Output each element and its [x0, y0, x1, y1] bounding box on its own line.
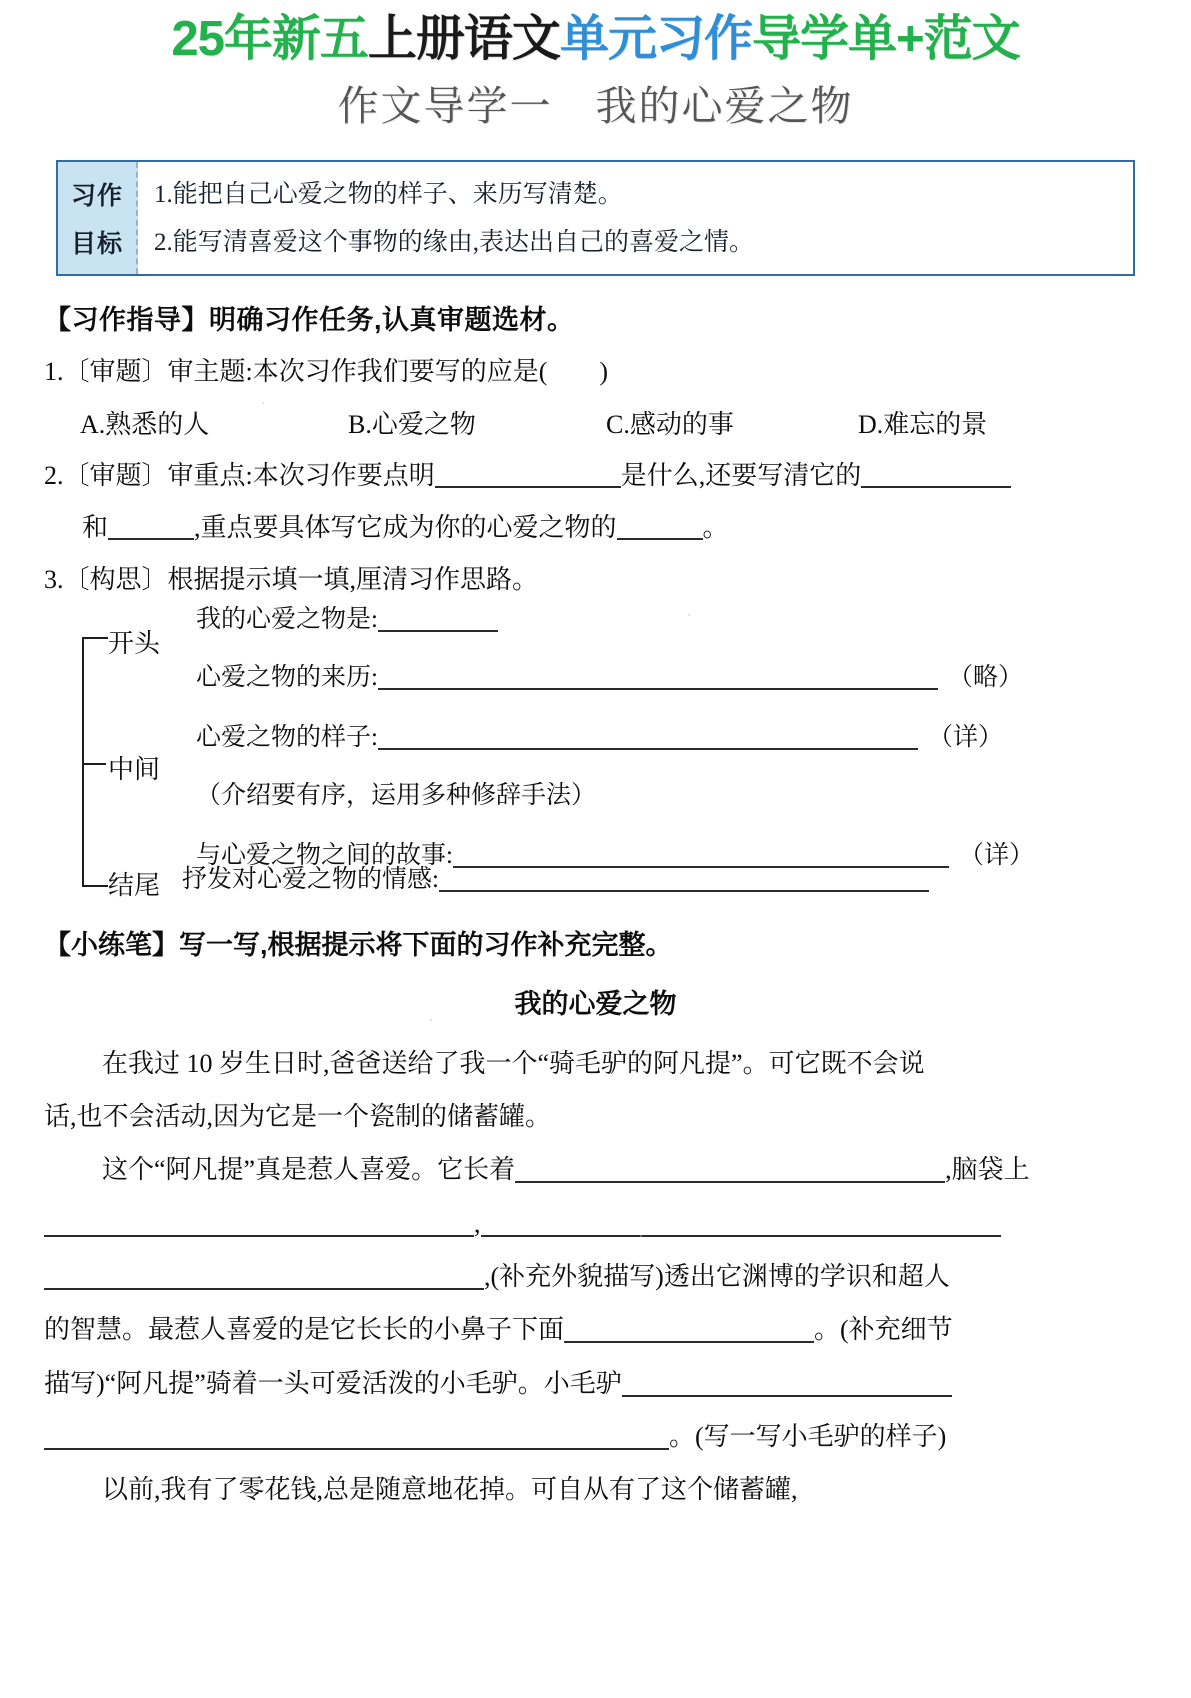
essay-p2-l1-text-b: ,脑袋上 — [945, 1155, 1030, 1185]
question-2-text-d: ,重点要具体写它成为你的心爱之物的 — [194, 512, 617, 542]
choice-d[interactable]: D.难忘的景 — [858, 409, 988, 439]
outline-node-middle: 中间 — [108, 754, 161, 784]
choice-c[interactable]: C.感动的事 — [606, 409, 734, 439]
outline-row-4 — [196, 781, 596, 811]
essay-p2-l4-text-a: 的智慧。最惹人喜爱的是它长长的小鼻子下面 — [44, 1315, 565, 1345]
question-2-text-c: 和 — [82, 512, 109, 542]
objective-label-top: 习作 — [70, 182, 123, 211]
essay-blank-4[interactable] — [44, 1288, 484, 1290]
exercise-heading: 【小练笔】写一写,根据提示将下面的习作补充完整。 — [44, 929, 673, 960]
essay-paragraph-2-line-2 — [44, 1197, 1147, 1250]
outline-row-4-label: （介绍要有序，运用多种修辞手法） — [196, 781, 597, 809]
choice-b[interactable]: B.心爱之物 — [348, 409, 476, 439]
essay-blank-2[interactable] — [44, 1235, 474, 1237]
scan-speck — [640, 1235, 642, 1237]
essay-blank-7[interactable] — [44, 1448, 669, 1450]
choice-a[interactable]: A.熟悉的人 — [80, 409, 210, 439]
essay-paragraph-2-line-4 — [44, 1303, 1147, 1356]
banner-segment-1: 25年新五 — [171, 12, 368, 66]
question-2-blank-4[interactable] — [617, 538, 703, 540]
banner-segment-2: 上册语文 — [367, 12, 560, 66]
outline-row-2-blank[interactable] — [378, 688, 938, 690]
question-1-choices — [80, 404, 1147, 441]
question-2-line-1 — [44, 458, 1147, 493]
question-1: 1.〔审题〕审主题:本次习作我们要写的应是( ) — [44, 357, 609, 387]
essay-paragraph-3-line-1 — [44, 1463, 1147, 1516]
question-2-blank-1[interactable] — [435, 486, 621, 488]
question-2-line-2 — [82, 510, 1147, 545]
outline-row-3-label: 心爱之物的样子: — [196, 723, 378, 751]
outline-brace-middle-tick — [82, 763, 106, 765]
outline-row-2 — [196, 663, 1023, 693]
essay-blank-1[interactable] — [515, 1181, 945, 1183]
essay-paragraph-2-line-5 — [44, 1357, 1147, 1410]
outline-node-end: 结尾 — [108, 870, 161, 900]
outline-row-1-blank[interactable] — [378, 630, 498, 632]
outline-row-3 — [196, 723, 1003, 753]
question-2-blank-3[interactable] — [108, 538, 194, 540]
outline-row-2-label: 心爱之物的来历: — [196, 663, 378, 691]
objective-item-2: 2.能写清喜爱这个事物的缘由,表达出自己的喜爱之情。 — [154, 228, 755, 256]
outline-row-5-note: （详） — [958, 841, 1034, 869]
question-2-blank-2[interactable] — [861, 486, 1011, 488]
worksheet-page — [0, 14, 1191, 1698]
outline-row-1-label: 我的心爱之物是: — [196, 605, 378, 633]
outline-row-1 — [196, 605, 498, 635]
essay-p2-l4-text-b: 。(补充细节 — [814, 1315, 953, 1345]
essay-blank-3[interactable] — [481, 1235, 1001, 1237]
question-2-text-e: 。 — [702, 512, 729, 542]
essay-paragraph-1-line-2 — [44, 1090, 1147, 1143]
scan-speck — [430, 1019, 432, 1021]
essay-p1-l1-text: 在我过 10 岁生日时,爸爸送给了我一个“骑毛驴的阿凡提”。可它既不会说 — [102, 1048, 925, 1078]
outline-row-6-blank[interactable] — [439, 890, 929, 892]
essay-p2-l1-text-a: 这个“阿凡提”真是惹人喜爱。它长着 — [102, 1155, 516, 1185]
objective-box — [56, 160, 1135, 276]
objective-item-1: 1.能把自己心爱之物的样子、来历写清楚。 — [154, 180, 623, 208]
essay-p1-l2-text: 话,也不会活动,因为它是一个瓷制的储蓄罐。 — [44, 1102, 552, 1132]
question-3: 3.〔构思〕根据提示填一填,厘清习作思路。 — [44, 564, 539, 594]
question-2-text-a: 2.〔审题〕审重点:本次习作要点明 — [44, 460, 435, 490]
essay-blank-5[interactable] — [564, 1341, 814, 1343]
essay-paragraph-2-line-1 — [44, 1143, 1147, 1196]
outline-node-start: 开头 — [108, 628, 161, 658]
banner-segment-3: 单元习作 — [559, 12, 752, 66]
banner-segment-4: 导学单+范文 — [751, 12, 1020, 66]
outline-row-6 — [182, 865, 929, 895]
essay-body — [44, 1037, 1147, 1517]
essay-p2-l6-text: 。(写一写小毛驴的样子) — [669, 1421, 947, 1451]
objective-label-column — [58, 162, 138, 274]
essay-paragraph-2-line-6 — [44, 1410, 1147, 1463]
essay-p3-l1-text: 以前,我有了零花钱,总是随意地花掉。可自从有了这个储蓄罐, — [102, 1475, 798, 1505]
outline-row-3-note: （详） — [927, 723, 1003, 751]
outline-row-2-note: （略） — [947, 663, 1023, 691]
essay-paragraph-1-line-1 — [44, 1037, 1147, 1090]
question-2-text-b: 是什么,还要写清它的 — [620, 460, 862, 490]
essay-p2-l2-text: , — [474, 1208, 481, 1238]
scan-speck — [688, 614, 690, 616]
objective-items — [138, 162, 1133, 274]
scan-speck — [262, 402, 264, 404]
outline-brace — [82, 637, 108, 887]
objective-label-bottom: 目标 — [70, 230, 123, 259]
outline-row-5-label: 与心爱之物之间的故事: — [196, 841, 453, 869]
outline-row-3-blank[interactable] — [378, 748, 918, 750]
guidance-heading: 【习作指导】明确习作任务,认真审题选材。 — [44, 305, 575, 336]
page-banner-title — [0, 14, 1191, 65]
essay-p2-l5-text: 描写)“阿凡提”骑着一头可爱活泼的小毛驴。小毛驴 — [44, 1368, 622, 1398]
essay-paragraph-2-line-3 — [44, 1250, 1147, 1303]
essay-p2-l3-text: ,(补充外貌描写)透出它渊博的学识和超人 — [484, 1262, 950, 1291]
essay-blank-6[interactable] — [622, 1395, 952, 1397]
outline-row-6-label: 抒发对心爱之物的情感: — [182, 865, 439, 893]
outline-diagram — [0, 605, 1191, 907]
page-subtitle: 作文导学一 我的心爱之物 — [337, 83, 854, 130]
essay-title: 我的心爱之物 — [514, 988, 677, 1019]
